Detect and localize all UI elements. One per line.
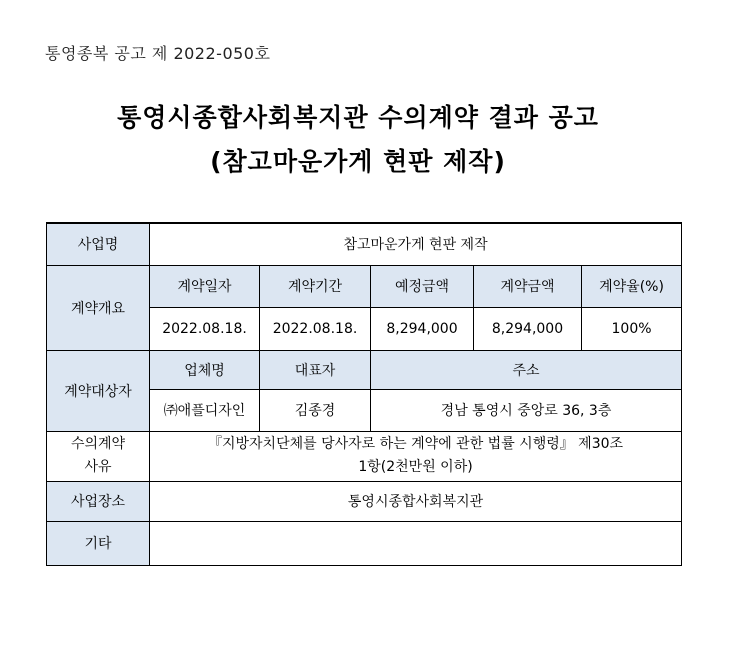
representative-header: 대표자 <box>260 350 371 389</box>
project-row <box>47 223 682 265</box>
contractor-label: 계약대상자 <box>47 350 150 431</box>
reason-value-line1: 『지방자치단체를 당사자로 하는 계약에 관한 법률 시행령』 제30조 <box>207 436 624 452</box>
contract-rate-header: 계약율(%) <box>582 265 682 307</box>
contract-amount-header: 계약금액 <box>474 265 582 307</box>
address-header: 주소 <box>371 350 682 389</box>
location-label: 사업장소 <box>47 481 150 521</box>
etc-value <box>150 521 682 565</box>
contract-amount-value: 8,294,000 <box>474 307 582 350</box>
project-value: 참고마운가게 현판 제작 <box>150 223 682 265</box>
contract-date-header: 계약일자 <box>150 265 260 307</box>
etc-row <box>47 521 682 565</box>
reason-label-line2: 사유 <box>84 459 112 475</box>
reason-row <box>47 431 682 481</box>
contract-result-table <box>46 222 682 566</box>
reason-label-line1: 수의계약 <box>70 436 126 452</box>
overview-header-row <box>47 265 682 307</box>
company-name-header: 업체명 <box>150 350 260 389</box>
estimated-amount-header: 예정금액 <box>371 265 474 307</box>
overview-label: 계약개요 <box>47 265 150 350</box>
project-label: 사업명 <box>47 223 150 265</box>
contract-rate-value: 100% <box>582 307 682 350</box>
contract-period-value: 2022.08.18. <box>260 307 371 350</box>
address-value: 경남 통영시 중앙로 36, 3층 <box>371 389 682 431</box>
etc-label: 기타 <box>47 521 150 565</box>
reason-value <box>150 431 682 481</box>
location-value: 통영시종합사회복지관 <box>150 481 682 521</box>
notice-number: 통영종복 공고 제 2022-050호 <box>45 44 271 63</box>
document-subtitle: (참고마운가게 현판 제작) <box>210 147 506 176</box>
document-title: 통영시종합사회복지관 수의계약 결과 공고 <box>117 103 599 132</box>
estimated-amount-value: 8,294,000 <box>371 307 474 350</box>
company-name-value: ㈜애플디자인 <box>150 389 260 431</box>
contract-date-value: 2022.08.18. <box>150 307 260 350</box>
location-row <box>47 481 682 521</box>
contractor-header-row <box>47 350 682 389</box>
reason-value-line2: 1항(2천만원 이하) <box>358 459 473 475</box>
contract-period-header: 계약기간 <box>260 265 371 307</box>
reason-label <box>47 431 150 481</box>
representative-value: 김종경 <box>260 389 371 431</box>
